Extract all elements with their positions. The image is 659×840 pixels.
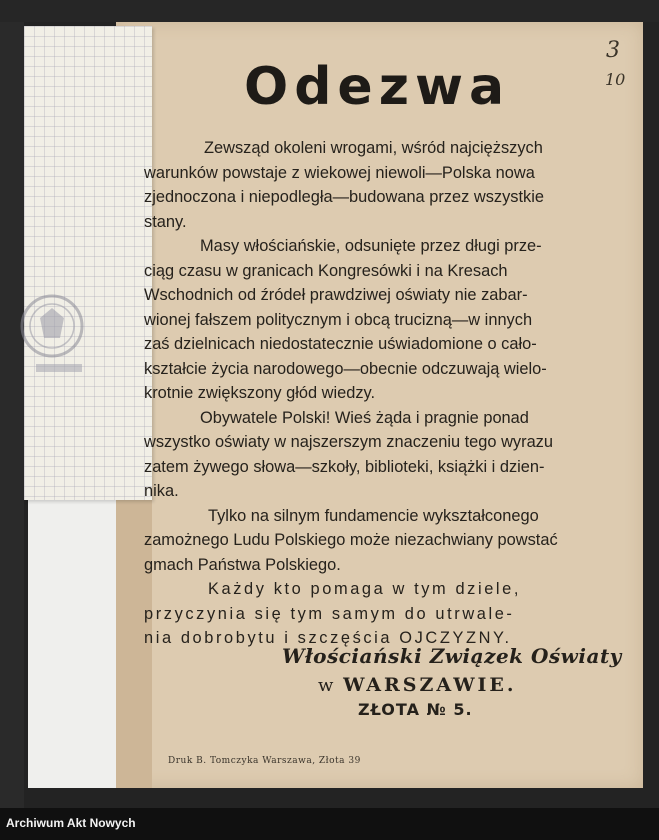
grid-paper-strip	[24, 26, 152, 500]
document-title: Odezwa	[244, 57, 511, 117]
body-line: Masy włościańskie, odsunięte przez długi prze-	[200, 237, 542, 255]
body-line: Wschodnich od źródeł prawdziwej oświaty nie zabar-	[144, 286, 528, 304]
printer-imprint: Druk B. Tomczyka Warszawa, Złota 39	[168, 756, 361, 766]
signature-organization: Włościański Związek Oświaty	[282, 644, 622, 668]
pencil-annotation-top: 3	[606, 38, 620, 63]
body-line: nia dobrobytu i szczęścia OJCZYZNY.	[144, 629, 512, 647]
body-line: wszystko oświaty w najszerszym znaczeniu tego wyrazu	[144, 433, 553, 451]
body-line: zjednoczona i niepodległa—budowana przez wszystkie	[144, 188, 544, 206]
archive-watermark: Archiwum Akt Nowych	[6, 816, 136, 830]
body-line: wionej fałszem politycznym i obcą trucizną—w innych	[144, 310, 533, 329]
body-line: Obywatele Polski! Wieś żąda i pragnie ponad	[200, 408, 529, 427]
signature-address: ZŁOTA № 5.	[358, 700, 473, 719]
body-line: gmach Państwa Polskiego.	[144, 555, 341, 574]
backing-board-left	[0, 22, 24, 812]
body-line: Zewsząd okoleni wrogami, wśród najcięższych	[204, 139, 543, 157]
faded-stamp-icon	[0, 268, 90, 380]
body-line: Każdy kto pomaga w tym dziele,	[208, 580, 522, 598]
body-line: zamożnego Ludu Polskiego może niezachwiany powstać	[144, 531, 558, 549]
body-line: nika.	[144, 482, 179, 500]
pencil-annotation-number: 10	[605, 70, 626, 89]
body-line: przyczynia się tym samym do utrwale-	[144, 604, 515, 623]
body-line: warunków powstaje z wiekowej niewoli—Polska nowa	[144, 163, 535, 182]
body-line: ciąg czasu w granicach Kongresówki i na Kresach	[144, 261, 508, 280]
signature-city-line	[318, 674, 517, 696]
body-line: krotnie zwiększony głód wiedzy.	[144, 384, 376, 402]
body-line: stany.	[144, 212, 187, 231]
document-body	[144, 136, 588, 651]
white-paper-strip	[28, 498, 116, 788]
signature-w: w	[318, 675, 336, 696]
backing-board-top	[0, 0, 659, 22]
body-line: kształcie życia narodowego—obecnie odczuwają wielo-	[144, 359, 547, 378]
body-line: zaś dzielnicach niedostatecznie uświadomione o cało-	[144, 335, 537, 353]
body-line: Tylko na silnym fundamencie wykształconego	[208, 506, 539, 525]
signature-city: WARSZAWIE.	[343, 674, 517, 696]
body-line: zatem żywego słowa—szkoły, biblioteki, książki i dzien-	[144, 457, 545, 476]
